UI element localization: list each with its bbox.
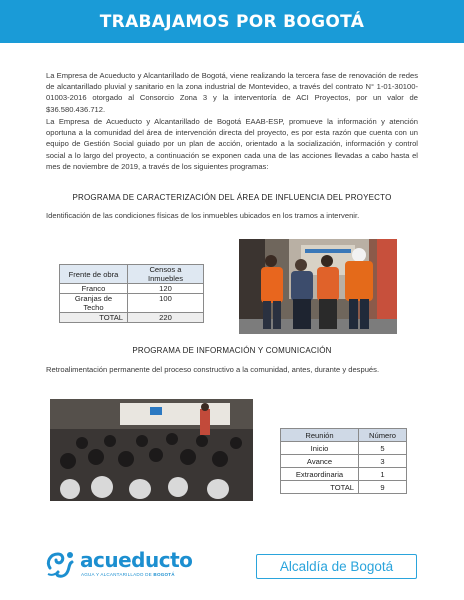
section-text-caracterizacion: Identificación de las condiciones físicas de los inmuebles ubicados en los tramos a intervenir. xyxy=(46,211,360,220)
table-row xyxy=(60,294,204,313)
censos-table xyxy=(59,264,204,323)
field-team-photo xyxy=(239,239,397,334)
page-title: TRABAJAMOS POR BOGOTÁ xyxy=(99,12,365,32)
acueducto-logo-tagline xyxy=(81,572,175,577)
table-header-cell: Reunión xyxy=(281,429,359,442)
table-header-cell: Censos a Inmuebles xyxy=(128,265,204,284)
table-cell: Avance xyxy=(281,455,359,468)
table-header-cell: Frente de obra xyxy=(60,265,128,284)
table-header-row xyxy=(60,265,204,284)
intro-paragraph-1: La Empresa de Acueducto y Alcantarillado de Bogotá, viene realizando la tercera fase de renovación de redes de alcantarillado pluvial y sanitario en la zona industrial de Montevideo, a través del contrato N° 1-01-30100-01003-2016 otorgado al Consorcio Zona 3 y la interventoría de ACI Proyectos, por un valor de $36.580.436.712. xyxy=(46,71,418,114)
table-row xyxy=(281,442,407,455)
table-header-row xyxy=(281,429,407,442)
table-cell: 1 xyxy=(359,468,407,481)
community-meeting-photo xyxy=(50,399,253,501)
table-total-value: 220 xyxy=(128,313,204,323)
section-title-informacion: PROGRAMA DE INFORMACIÓN Y COMUNICACIÓN xyxy=(132,346,332,355)
table-cell: 100 xyxy=(128,294,204,313)
table-total-row xyxy=(281,481,407,494)
table-row xyxy=(60,284,204,294)
table-cell: 3 xyxy=(359,455,407,468)
table-cell: Granjas de Techo xyxy=(60,294,128,313)
logo-tag-prefix: AGUA Y ALCANTARILLADO DE xyxy=(81,572,152,577)
table-cell: Franco xyxy=(60,284,128,294)
table-cell: 5 xyxy=(359,442,407,455)
alcaldia-logo xyxy=(256,554,417,579)
table-row xyxy=(281,455,407,468)
table-row xyxy=(281,468,407,481)
acueducto-logo-icon xyxy=(44,546,78,580)
table-total-label: TOTAL xyxy=(281,481,359,494)
acueducto-logo-word: acueducto xyxy=(80,548,193,572)
acueducto-logo xyxy=(44,546,214,582)
table-cell: Inicio xyxy=(281,442,359,455)
logo-tag-city: BOGOTÁ xyxy=(153,572,175,577)
reuniones-table xyxy=(280,428,407,494)
table-total-value: 9 xyxy=(359,481,407,494)
section-text-informacion: Retroalimentación permanente del proceso constructivo a la comunidad, antes, durante y después. xyxy=(46,365,380,374)
intro-paragraph-2: La Empresa de Acueducto y Alcantarillado de Bogotá EAAB-ESP, promueve la información y atención oportuna a la comunidad del área de intervención directa del proyecto, es por esta razón que cuenta con un equipo de Gestión Social guiado por un plan de acción, orientado a la socialización, información y control social a lo largo del proyecto, a continuación se exponen cada una de las acciones llevadas a cabo hasta el mes de noviembre de 2019, a través de los siguientes programas: xyxy=(46,117,418,171)
alcaldia-logo-text: Alcaldía de Bogotá xyxy=(279,559,394,574)
section-title-caracterizacion: PROGRAMA DE CARACTERIZACIÓN DEL ÁREA DE INFLUENCIA DEL PROYECTO xyxy=(72,193,392,202)
table-cell: Extraordinaria xyxy=(281,468,359,481)
table-header-cell: Número xyxy=(359,429,407,442)
table-cell: 120 xyxy=(128,284,204,294)
table-total-row xyxy=(60,313,204,323)
table-total-label: TOTAL xyxy=(60,313,128,323)
